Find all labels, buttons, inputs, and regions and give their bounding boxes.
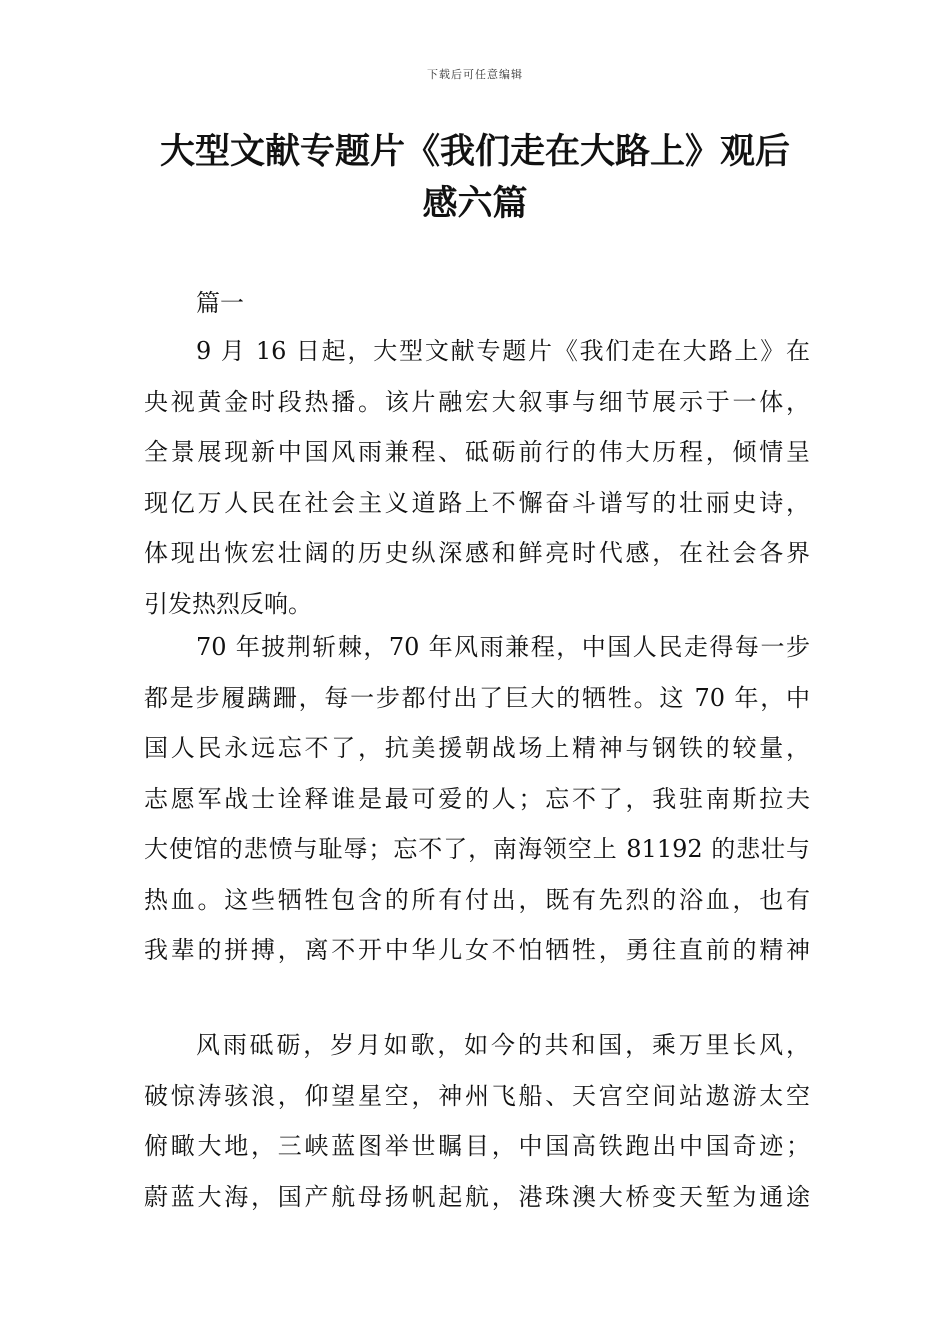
text-line: 志愿军战士诠释谁是最可爱的人；忘不了，我驻南斯拉夫 — [144, 784, 810, 813]
title-line-1: 大型文献专题片《我们走在大路上》观后 — [159, 132, 790, 172]
header-note: 下载后可任意编辑 — [427, 68, 523, 81]
text-line: 破惊涛骇浪，仰望星空，神州飞船、天宫空间站遨游太空 — [144, 1081, 810, 1110]
text-line: 引发热烈反响。 — [144, 589, 312, 618]
text-line: 都是步履蹒跚，每一步都付出了巨大的牺牲。这 70 年，中 — [144, 683, 810, 712]
text-line: 风雨砥砺，岁月如歌，如今的共和国，乘万里长风， — [196, 1031, 810, 1059]
title-line-2: 感六篇 — [422, 184, 528, 224]
paragraph-3 — [144, 1020, 810, 1222]
text-line: 蔚蓝大海，国产航母扬帆起航，港珠澳大桥变天堑为通途 — [144, 1182, 810, 1211]
text-line: 全景展现新中国风雨兼程、砥砺前行的伟大历程，倾情呈 — [144, 438, 810, 466]
text-line: 现亿万人民在社会主义道路上不懈奋斗谱写的壮丽史诗， — [144, 488, 810, 517]
paragraph-2 — [144, 622, 810, 976]
text-line: 国人民永远忘不了，抗美援朝战场上精神与钢铁的较量， — [144, 734, 810, 762]
text-line: 9 月 16 日起，大型文献专题片《我们走在大路上》在 — [196, 337, 810, 365]
section-label: 篇一 — [196, 289, 244, 317]
text-line: 我辈的拼搏，离不开中华儿女不怕牺牲，勇往直前的精神 — [144, 936, 810, 964]
text-line: 热血。这些牺牲包含的所有付出，既有先烈的浴血，也有 — [144, 885, 810, 914]
text-line: 央视黄金时段热播。该片融宏大叙事与细节展示于一体， — [144, 387, 810, 416]
text-line: 大使馆的悲愤与耻辱；忘不了，南海领空上 81192 的悲壮与 — [144, 835, 810, 863]
paragraph-1 — [144, 326, 810, 629]
text-line: 体现出恢宏壮阔的历史纵深感和鲜亮时代感，在社会各界 — [144, 539, 810, 567]
text-line: 俯瞰大地，三峡蓝图举世瞩目，中国高铁跑出中国奇迹； — [144, 1132, 810, 1160]
document-title — [140, 126, 810, 230]
text-line: 70 年披荆斩棘，70 年风雨兼程，中国人民走得每一步 — [196, 633, 810, 661]
